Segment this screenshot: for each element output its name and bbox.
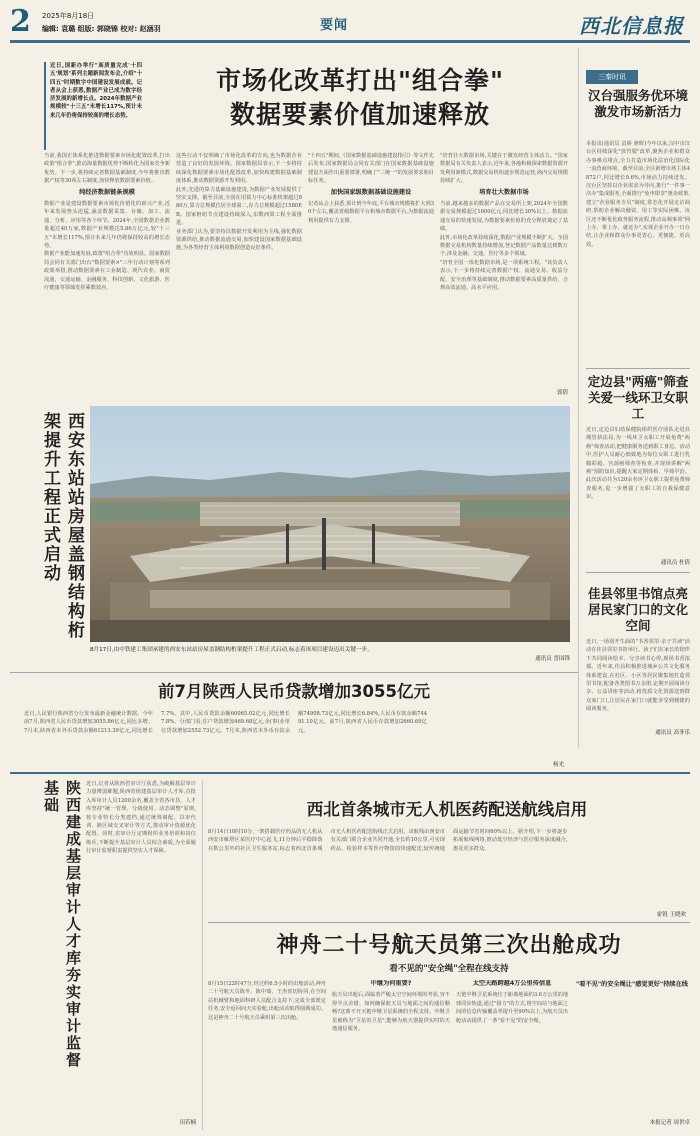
lead-para-11: 此外,市场化改革持续深化,数据产业规模不断扩大。全国数据交易机构数量持续增加,登记数据产品数量达到数万个,涉及金融、交通、医疗等多个领域。	[440, 234, 568, 258]
auditors-vertical-title: 陕西建成基层审计人才库夯实审计监督基础	[42, 780, 82, 1069]
lead-para-12: "培育全国一体化数据市场,是一项系统工程。"该负责人表示,下一步将持续完善数据产权、流通交易、收益分配、安全治理等基础制度,推动数据要素高质量供给、合规高效流通、高水平应用。	[440, 259, 568, 292]
shenzhou-byline: 本报记者 周世卓	[649, 1120, 690, 1126]
shenzhou-col-2	[332, 980, 450, 1120]
drone-headline: 西北首条城市无人机医药配送航线启用	[306, 800, 588, 819]
lead-col-1	[44, 152, 170, 400]
shenzhou-col-1	[208, 980, 326, 1120]
side-divider-1	[586, 368, 690, 369]
lead-para-3: 数据产业能加速发展,政策"组合拳"功效明显。国家数据局会同有关部门出台"数据要素×"三年行动计划等系列政策举措,推动数据要素在工业制造、现代农业、商贸流通、交通运输、金融服务、科技创新、文化旅游、医疗健康等领域发挥乘数效应。	[44, 251, 170, 292]
lead-subhead-1: 纯经济数据链条规模	[79, 188, 135, 196]
shenzhou-subhead-3: "看不见"的安全绳让"感觉更好"持续在线	[576, 981, 688, 988]
side-label: 三秦时讯	[586, 70, 638, 84]
shenzhou-body-2: 航天员出舱后,面临着严峻太空空间环境的考验,容不得半点差错。如何确保航天员与地面之间的通信顺畅?这离不开天链中继卫星系统的全程支持。中继卫星被称为"卫星的卫星",能够为航天器提供实时的天地通信服务。	[332, 992, 450, 1033]
lead-para-5: 此外,先进的算力基础设施建设,为数据产业发展提供了坚实支撑。截至目前,全国在用算力中心标准机架超过880万,算力总规模位居全球第二,存力总规模超过1580EB。国家枢纽节点建设持续深入,东数西算工程全面推进。	[176, 186, 302, 227]
lead-para-10: 当前,越来越多的数据产品在交易所上架,2024年全国数据交易规模超过1600亿元,同比增长30%以上。数据流通交易的快速发展,为数据要素价值的充分释放奠定了基础。	[440, 201, 568, 233]
lead-col-2	[176, 152, 302, 400]
page-number: 2	[10, 4, 31, 39]
lower-section-rule	[10, 772, 690, 774]
lead-para-4: 这些行动不仅明确了市场化改革的方向,也为数据企业营造了良好的发展环境。国家数据局表示,下一步将持续深化数据要素市场化配置改革,加快构建数据基础制度体系,推动数据资源开发利用。	[176, 153, 302, 185]
lead-headline-line1: 市场化改革打出"组合拳"	[215, 66, 505, 95]
loans-byline: 杨光	[552, 762, 564, 768]
side-story-2-byline: 通讯员 杜倩	[660, 560, 690, 566]
side-story-3-headline: 佳县邻里书馆点亮居民家门口的文化空间	[587, 586, 688, 633]
side-story-3-body: 近日,一场别开生面的"书香邻里·亲子共读"活动在佳县邻里书馆举行。孩子们在家长的陪伴下共同阅读绘本、分享读书心得,现场书香浓郁。近年来,佳县积极推进城乡公共文化服务体系建设,在社区、小区等居民聚集地打造邻里书馆,配备各类图书万余册,定期开展阅读分享、公益讲座等活动,将优质文化资源送到群众家门口,让居民在家门口就能享受到便捷的阅读服务。	[586, 639, 690, 713]
editors-line: 编辑: 袁璐 组版: 郭晓锦 校对: 赵涵羽	[42, 25, 161, 33]
shenzhou-subhead-2: 太空天路跨越4万公里传信息	[472, 980, 552, 987]
lead-para-7: "十四五"期间,《国家数据基础设施建设指引》等文件先后发布,国家数据局会同有关部门在国家数据基础设施建设方面作出重要部署,明确了"三统一"的发展要求和目标任务。	[308, 153, 434, 185]
issue-date: 2025年8月18日	[42, 12, 95, 20]
photo-byline: 通讯员 晋国锋	[535, 656, 570, 662]
side-column	[578, 48, 579, 748]
side-story-3-byline: 通讯员 高菲乐	[655, 730, 690, 736]
auditors-body: 近日,记者从陕西省审计厅获悉,为破解基层审计力量薄弱难题,陕西省组建基层审计人才库,首批入库审计人员1200余名,覆盖全省各市县。人才库坚持"统一管理、分级使用、动态调整"原则,按专业特长分类建档,通过统筹调配、以审代训、跨区域交叉审计等方式,推动审计资源优化配置。同时,省审计厅定期组织业务培训和岗位练兵,不断提升基层审计人员综合素质,为全面履行审计监督职责提供坚实人才保障。	[86, 781, 196, 855]
drone-body: 8月14日10时10分,一架搭载医疗药品的无人机从西安市雁塔区某医疗中心起飞,11分钟后平稳降落在数公里外的社区卫生服务站,标志着西北首条城市无人机医药配送航线正式启用。该航线由西安市有关部门联合企业共同开通,全长约10公里,可实现药品、检验样本等医疗物资的快速配送,较传统地面运输节省时间60%以上。据介绍,下一步将逐步拓展航线网络,推动低空经济与医疗服务深度融合,惠及更多群众。	[208, 829, 568, 852]
lead-col-4	[440, 152, 568, 388]
paper-name-logo: 西北信息报	[579, 14, 684, 38]
side-story-2-headline: 定边县"两癌"筛查关爱一线环卫女职工	[587, 374, 689, 421]
shenzhou-subheadline: 看不见的"安全绳"全程在线支持	[389, 964, 509, 974]
drone-byline: 霍锐 王晓欢	[656, 912, 686, 918]
loans-body: 近日,人民银行陕西省分行发布最新金融统计数据。今年前7月,陕西省人民币贷款增加3055.86亿元,同比多增。7月末,陕西省本外币贷款余额61213.39亿元,同比增长7.7%。其中,人民币贷款余额60065.02亿元,同比增长7.8%。分部门看,住户贷款增加469.68亿元,企(事)业单位贷款增加2552.73亿元。7月末,陕西省本外币存款余额74908.73亿元,同比增长6.84%,人民币存款余额74491.10亿元。前7月,陕西省人民币存款增加2660.69亿元。	[24, 711, 427, 734]
auditors-byline: 田若楠	[179, 1120, 196, 1126]
side-story-2	[586, 374, 690, 566]
lead-para-8: 记者从会上获悉,预计到今年底,平台城市规模将扩大到30个左右,覆盖省级数据平台和城市数据平台,为数据流通利用提供有力支撑。	[308, 201, 434, 224]
lead-col-3	[308, 152, 434, 400]
lead-para-1: 当前,我国正体系化推进数据要素市场化配置改革,打出政策"组合拳",推动海量数据优势不断转化为国家竞争新优势。下一步,将持续完善数据基础制度,今年将推出数据产权等30项左右制度,加快释放数据要素价值。	[44, 153, 170, 185]
loans-headline: 前7月陕西人民币贷款增加3055亿元	[158, 682, 430, 701]
photo-vertical-title: 西安东站站房屋盖钢结构桁架提升工程正式启动	[40, 412, 84, 640]
lead-subhead-2: 加快国家级数据基础设施建设	[330, 188, 412, 196]
lead-summary: 近日,国新办举行"高质量完成'十四五'规划"系列主题新闻发布会,介绍"十四五"时期数字中国建设发展成就。记者从会上获悉,数据产业已成为数字经济发展的新增长点。2024年数据产业规模较"十三五"末增长117%,预计未来几年仍将保持较高的增长态势。	[50, 63, 142, 119]
photo-caption: 8月17日,由中铁建工集团承建的西安东站站房屋盖钢结构桁架提升工程正式启动,标志着该项目建设迈出关键一步。	[90, 647, 373, 653]
shenzhou-col-4	[574, 980, 690, 1120]
lead-headline	[150, 64, 570, 132]
shenzhou-top-rule	[208, 922, 690, 923]
side-story-1-headline: 汉台强服务优环境激发市场新活力	[587, 88, 688, 119]
lead-headline-line2: 数据要素价值加速释放	[229, 100, 490, 129]
shenzhou-subhead-1: 中继为何重要?	[370, 980, 412, 987]
lead-para-6: 业务部门认为,要坚持以数据开发利用为主线,强化数据资源供给,推动数据流通交易,加快建设国家数据基础设施,为各类经营主体利用数据创造良好条件。	[176, 228, 302, 252]
shenzhou-col-3	[456, 980, 568, 1120]
auditors-divider	[202, 780, 203, 1130]
side-story-1	[586, 88, 690, 364]
loans-top-rule	[10, 672, 578, 673]
lead-byline: 郭倩	[556, 390, 568, 396]
shenzhou-body-1: 8月15日22时47分,经过约6.5小时的出舱活动,神舟二十号航天员陈冬、陈中瑞、王杰密切协同,在空间站机械臂和地面科研人员配合支持下,完成全部既定任务,安全返回问天实验舱,出舱活动取得圆满成功。这是神舟二十号航天员乘组第三次出舱。	[208, 981, 326, 1021]
photo-station-image	[90, 406, 570, 642]
side-story-3	[586, 586, 690, 736]
shenzhou-headline: 神舟二十号航天员第三次出舱成功	[276, 932, 622, 958]
lead-summary-box	[44, 62, 142, 150]
masthead	[10, 6, 690, 40]
side-divider-2	[586, 572, 690, 573]
masthead-rule	[10, 40, 690, 43]
lead-para-9: "培育壮大数据市场,关键在于激发经营主体活力。"国家数据局有关负责人表示,近年来,各地积极探索数据资源开发利用新模式,数据交易机构逐步规范运营,场内交易规模持续扩大。	[440, 153, 568, 185]
construction-photo	[90, 406, 570, 642]
lead-para-2: 数据产业是建设数据要素市场化价值化的新兴产业,近年来发展势头迅猛,涵盖数据采集、存储、加工、流通、分析、应用等各个环节。2024年,全国数据企业数量超过40万家,数据产业规模达5.86万亿元,较"十三五"末增长117%,预计未来几年仍将保持较高的增长态势。	[44, 201, 170, 250]
section-title: 要闻	[320, 18, 349, 33]
lead-subhead-3: 培育壮大数据市场	[479, 188, 529, 196]
shenzhou-body-3: 天链中继卫星系统位于距离地面约3.6万公里的地球同步轨道,通过"接力"的方式,将空间站与地面之间的信息传输覆盖率提升至90%以上,为航天员出舱活动提供了一条"看不见"的安全绳。	[456, 992, 568, 1024]
side-story-2-body: 近日,定边县妇幼保健院组织医疗团队走进县城管执法局,为一线环卫女职工开展免费"两癌"筛查活动,把健康服务送到职工身边。活动中,医护人员耐心细致地为每位女职工进行乳腺彩超、宫颈癌筛查等检查,并现场讲解"两癌"预防知识,提醒大家定期体检、早筛早治。此次活动共为120余名环卫女职工提供免费筛查服务,进一步增强了女职工的自我保健意识。	[586, 427, 690, 501]
side-story-1-body: 本报讯(通讯员 袁娇 廖晖)今年以来,汉中市汉台区持续深化"放管服"改革,聚焦企业和群众办事难点堵点,全力打造市场化法治化国际化一流营商环境。截至目前,全区新增市场主体4872户,同比增长9.6%,市场活力持续迸发。汉台区坚持以企业需求为导向,推行"一件事一次办"集成服务,全面推行"免申即享"惠企政策,建立"企业服务专员"制度,常态化开展走访调研,帮助企业解决融资、用工等实际困难。该区还不断优化政务服务流程,推动高频事项"网上办、掌上办、就近办",实现企业开办一日办结,让企业和群众办事更省心、更便捷、更高效。	[586, 141, 690, 248]
